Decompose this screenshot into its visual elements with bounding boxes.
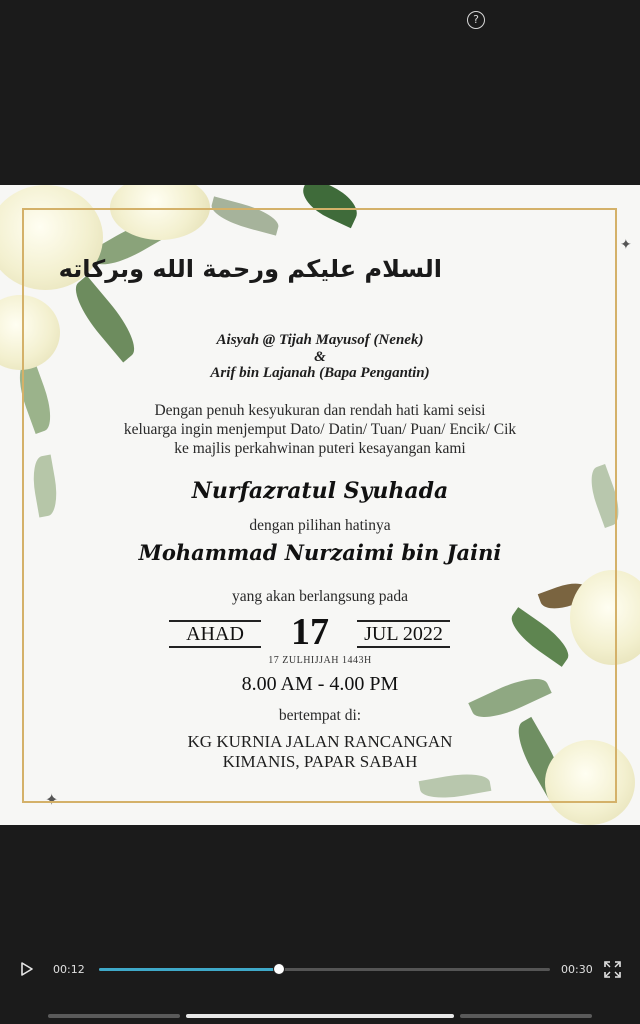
intro-line-1: Dengan penuh kesyukuran dan rendah hati kami seisi — [154, 402, 486, 419]
intro-line-3: ke majlis perkahwinan puteri kesayangan kami — [174, 440, 466, 457]
venue-line-2: KIMANIS, PAPAR SABAH — [222, 752, 418, 771]
nav-indicator-right — [460, 1014, 592, 1018]
arabic-greeting: السلام عليكم ورحمة الله وبركاته — [58, 255, 442, 283]
current-time: 00:12 — [53, 963, 85, 976]
venue-line-1: KG KURNIA JALAN RANCANGAN — [187, 732, 453, 751]
butterfly-icon: ✦ — [620, 237, 632, 253]
fullscreen-icon[interactable] — [604, 961, 621, 978]
total-time: 00:30 — [561, 963, 593, 976]
seek-bar[interactable] — [99, 968, 550, 971]
date-month-year: JUL 2022 — [357, 620, 450, 648]
intro-line-2: keluarga ingin menjemput Dato/ Datin/ Tuan/ Puan/ Encik/ Cik — [123, 421, 517, 438]
venue-label: bertempat di: — [278, 707, 362, 724]
hijri-date: 17 ZULHIJJAH 1443H — [268, 655, 372, 666]
groom-name: Mohammad Nurzaimi bin Jaini — [138, 540, 502, 565]
date-number: 17 — [291, 611, 329, 653]
event-time: 8.00 AM - 4.00 PM — [241, 673, 399, 695]
invitation-card — [0, 185, 640, 825]
seek-bar-progress — [99, 968, 279, 971]
host-ampersand: & — [314, 349, 326, 365]
help-icon[interactable]: ? — [467, 11, 485, 29]
butterfly-icon: ✦ — [45, 790, 59, 809]
held-on-text: yang akan berlangsung pada — [231, 588, 409, 605]
host-2: Arif bin Lajanah (Bapa Pengantin) — [210, 365, 430, 381]
date-day: AHAD — [169, 620, 261, 648]
seek-thumb[interactable] — [273, 963, 285, 975]
nav-indicator-left — [48, 1014, 180, 1018]
with-partner-text: dengan pilihan hatinya — [249, 517, 391, 534]
bride-name: Nurfazratul Syuhada — [191, 478, 449, 504]
host-1: Aisyah @ Tijah Mayusof (Nenek) — [216, 332, 424, 348]
nav-indicator-active — [186, 1014, 454, 1018]
